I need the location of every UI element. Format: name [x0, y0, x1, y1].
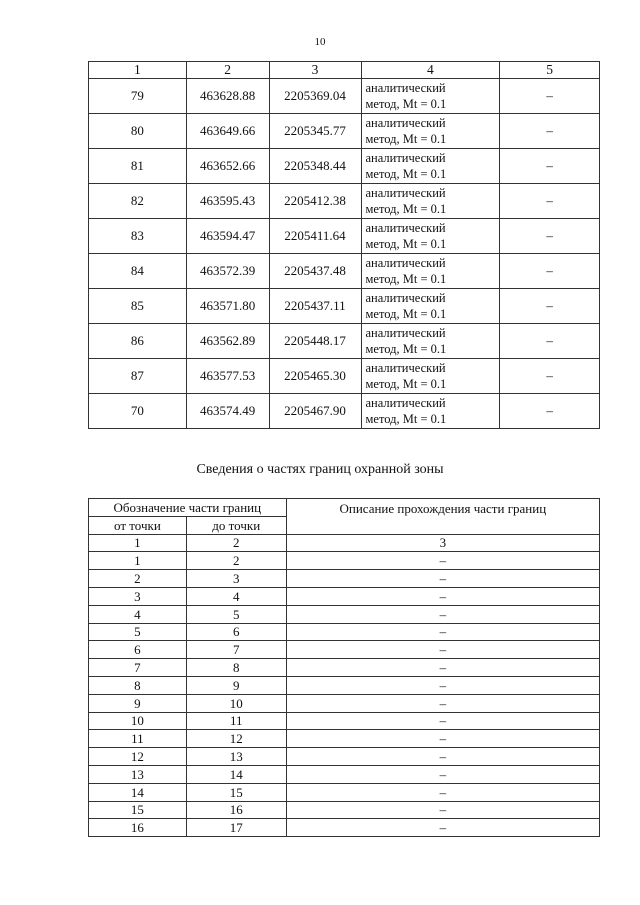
description: –: [286, 730, 599, 748]
point-number: 82: [89, 184, 187, 219]
column-number-5: 5: [500, 62, 600, 79]
to-point: 9: [186, 676, 286, 694]
note-cell: –: [500, 254, 600, 289]
method-line-1: аналитический: [365, 326, 446, 340]
from-point: 13: [89, 765, 187, 783]
coordinate-y: 2205448.17: [269, 324, 361, 359]
table-row: [89, 570, 600, 588]
method-line-1: аналитический: [365, 221, 446, 235]
column-number-3: 3: [269, 62, 361, 79]
method-cell: [361, 289, 500, 324]
table-row: [89, 641, 600, 659]
table-row: [89, 359, 600, 394]
method-line-1: аналитический: [365, 186, 446, 200]
to-point: 5: [186, 605, 286, 623]
point-number: 81: [89, 149, 187, 184]
table-row: [89, 605, 600, 623]
note-cell: –: [500, 359, 600, 394]
column-number-1: 1: [89, 62, 187, 79]
column-number-2: 2: [186, 534, 286, 552]
description: –: [286, 765, 599, 783]
table-row: [89, 552, 600, 570]
table-row: [89, 623, 600, 641]
coordinate-y: 2205412.38: [269, 184, 361, 219]
method-line-1: аналитический: [365, 116, 446, 130]
method-cell: [361, 394, 500, 429]
to-point: 14: [186, 765, 286, 783]
point-number: 79: [89, 79, 187, 114]
table-row: [89, 587, 600, 605]
description: –: [286, 819, 599, 837]
to-point: 6: [186, 623, 286, 641]
method-cell: [361, 149, 500, 184]
to-point: 8: [186, 659, 286, 677]
table-row: [89, 765, 600, 783]
table-row: [89, 659, 600, 677]
to-point: 13: [186, 748, 286, 766]
method-line-1: аналитический: [365, 396, 446, 410]
method-line-1: аналитический: [365, 81, 446, 95]
table-row: [89, 219, 600, 254]
point-number: 70: [89, 394, 187, 429]
table-row: [89, 730, 600, 748]
method-cell: [361, 184, 500, 219]
to-point: 17: [186, 819, 286, 837]
column-number-3: 3: [286, 534, 599, 552]
coordinate-y: 2205345.77: [269, 114, 361, 149]
page-number: 10: [314, 36, 326, 48]
method-line-2: метод, Mt = 0.1: [365, 132, 447, 146]
method-cell: [361, 324, 500, 359]
coordinates-header-row: [89, 62, 600, 79]
coordinate-x: 463577.53: [186, 359, 269, 394]
coordinate-y: 2205465.30: [269, 359, 361, 394]
description: –: [286, 623, 599, 641]
from-point: 14: [89, 783, 187, 801]
to-point: 4: [186, 587, 286, 605]
point-number: 85: [89, 289, 187, 324]
column-number-2: 2: [186, 62, 269, 79]
to-point: 15: [186, 783, 286, 801]
method-line-1: аналитический: [365, 256, 446, 270]
column-number-4: 4: [361, 62, 500, 79]
boundary-parts-table: [88, 498, 600, 837]
header-to-point: до точки: [186, 516, 286, 534]
coordinate-y: 2205348.44: [269, 149, 361, 184]
table-row: [89, 149, 600, 184]
description: –: [286, 659, 599, 677]
point-number: 86: [89, 324, 187, 359]
header-boundary-designation: Обозначение части границ: [89, 499, 287, 517]
description: –: [286, 783, 599, 801]
method-line-2: метод, Mt = 0.1: [365, 412, 447, 426]
description: –: [286, 641, 599, 659]
description: –: [286, 605, 599, 623]
method-cell: [361, 359, 500, 394]
method-cell: [361, 79, 500, 114]
from-point: 11: [89, 730, 187, 748]
from-point: 3: [89, 587, 187, 605]
method-line-2: метод, Mt = 0.1: [365, 342, 447, 356]
description: –: [286, 676, 599, 694]
note-cell: –: [500, 149, 600, 184]
method-line-2: метод, Mt = 0.1: [365, 377, 447, 391]
method-line-2: метод, Mt = 0.1: [365, 202, 447, 216]
from-point: 6: [89, 641, 187, 659]
method-line-1: аналитический: [365, 291, 446, 305]
to-point: 11: [186, 712, 286, 730]
from-point: 4: [89, 605, 187, 623]
table-row: [89, 676, 600, 694]
table-row: [89, 783, 600, 801]
column-number-1: 1: [89, 534, 187, 552]
header-boundary-description: Описание прохождения части границ: [286, 499, 599, 535]
coordinate-x: 463649.66: [186, 114, 269, 149]
from-point: 1: [89, 552, 187, 570]
table-row: [89, 79, 600, 114]
description: –: [286, 552, 599, 570]
from-point: 2: [89, 570, 187, 588]
from-point: 5: [89, 623, 187, 641]
method-cell: [361, 114, 500, 149]
from-point: 10: [89, 712, 187, 730]
table-row: [89, 324, 600, 359]
table-row: [89, 801, 600, 819]
description: –: [286, 801, 599, 819]
to-point: 16: [186, 801, 286, 819]
from-point: 12: [89, 748, 187, 766]
coordinates-table: [88, 61, 600, 429]
method-line-1: аналитический: [365, 361, 446, 375]
note-cell: –: [500, 394, 600, 429]
section-title: Сведения о частях границ охранной зоны: [196, 462, 444, 477]
method-line-2: метод, Mt = 0.1: [365, 272, 447, 286]
from-point: 16: [89, 819, 187, 837]
from-point: 8: [89, 676, 187, 694]
boundary-header-row-1: [89, 499, 600, 517]
table-row: [89, 748, 600, 766]
coordinate-x: 463594.47: [186, 219, 269, 254]
from-point: 15: [89, 801, 187, 819]
note-cell: –: [500, 79, 600, 114]
table-row: [89, 184, 600, 219]
coordinate-x: 463628.88: [186, 79, 269, 114]
method-line-2: метод, Mt = 0.1: [365, 307, 447, 321]
to-point: 10: [186, 694, 286, 712]
to-point: 3: [186, 570, 286, 588]
note-cell: –: [500, 184, 600, 219]
coordinate-x: 463595.43: [186, 184, 269, 219]
point-number: 87: [89, 359, 187, 394]
point-number: 83: [89, 219, 187, 254]
coordinate-x: 463572.39: [186, 254, 269, 289]
method-line-2: метод, Mt = 0.1: [365, 97, 447, 111]
table-row: [89, 394, 600, 429]
note-cell: –: [500, 324, 600, 359]
method-line-1: аналитический: [365, 151, 446, 165]
from-point: 7: [89, 659, 187, 677]
header-from-point: от точки: [89, 516, 187, 534]
from-point: 9: [89, 694, 187, 712]
table-row: [89, 819, 600, 837]
note-cell: –: [500, 219, 600, 254]
coordinate-x: 463652.66: [186, 149, 269, 184]
method-cell: [361, 254, 500, 289]
table-row: [89, 694, 600, 712]
coordinate-y: 2205437.11: [269, 289, 361, 324]
point-number: 84: [89, 254, 187, 289]
method-line-2: метод, Mt = 0.1: [365, 167, 447, 181]
to-point: 12: [186, 730, 286, 748]
coordinate-y: 2205369.04: [269, 79, 361, 114]
description: –: [286, 570, 599, 588]
table-row: [89, 712, 600, 730]
note-cell: –: [500, 114, 600, 149]
description: –: [286, 748, 599, 766]
point-number: 80: [89, 114, 187, 149]
boundary-column-numbers-row: [89, 534, 600, 552]
description: –: [286, 712, 599, 730]
coordinate-x: 463562.89: [186, 324, 269, 359]
description: –: [286, 587, 599, 605]
table-row: [89, 254, 600, 289]
table-row: [89, 289, 600, 324]
coordinate-y: 2205437.48: [269, 254, 361, 289]
coordinate-x: 463571.80: [186, 289, 269, 324]
to-point: 7: [186, 641, 286, 659]
description: –: [286, 694, 599, 712]
note-cell: –: [500, 289, 600, 324]
coordinate-y: 2205467.90: [269, 394, 361, 429]
to-point: 2: [186, 552, 286, 570]
method-line-2: метод, Mt = 0.1: [365, 237, 447, 251]
method-cell: [361, 219, 500, 254]
coordinate-x: 463574.49: [186, 394, 269, 429]
coordinate-y: 2205411.64: [269, 219, 361, 254]
table-row: [89, 114, 600, 149]
